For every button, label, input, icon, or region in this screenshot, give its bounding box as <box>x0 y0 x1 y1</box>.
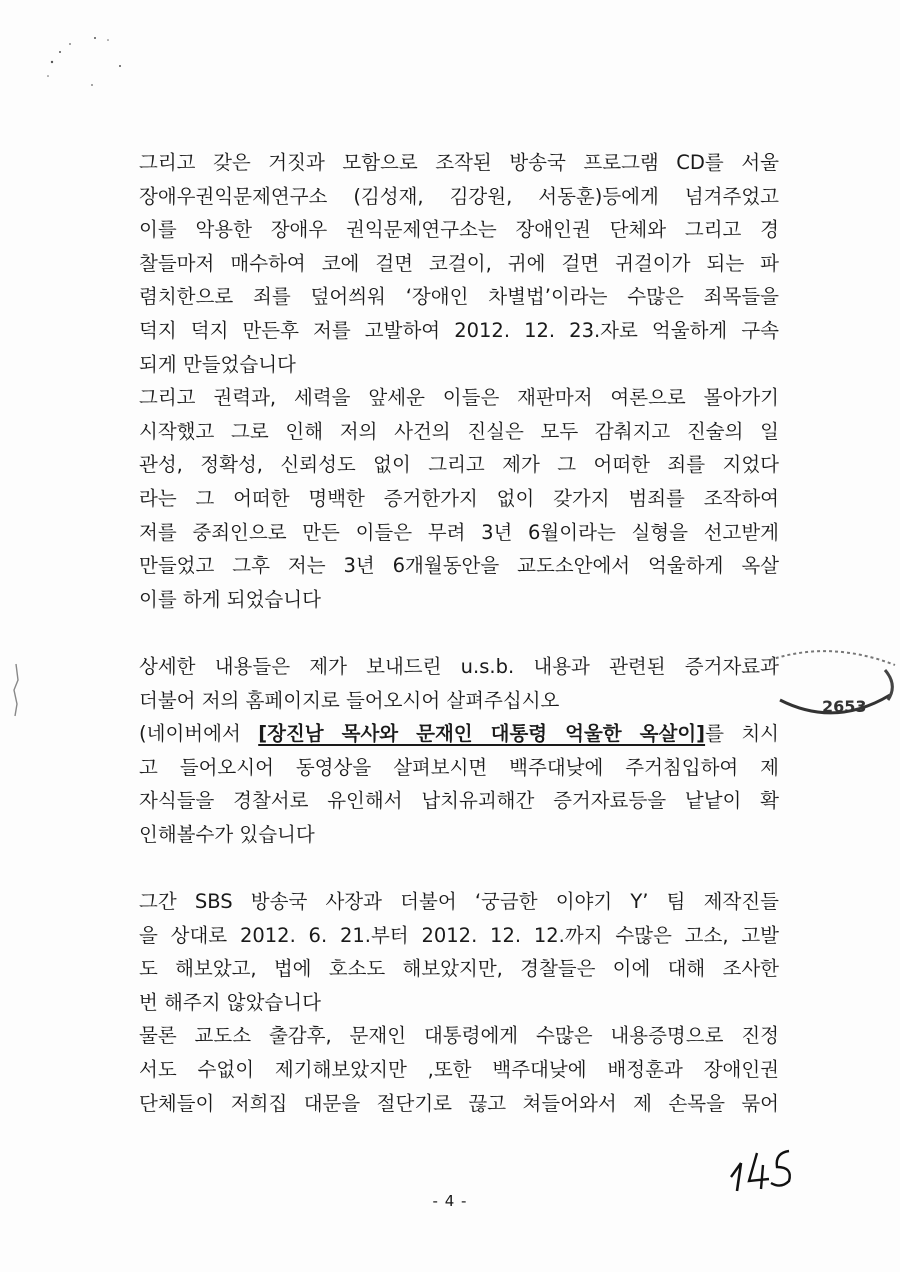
text-line: 도 해보았고, 법에 호소도 해보았지만, 경찰들은 이에 대해 조사한 <box>139 957 779 981</box>
text-line: 자식들을 경찰서로 유인해서 납치유괴해간 증거자료등을 낱낱이 확 <box>139 789 779 813</box>
text-line: 만들었고 그후 저는 3년 6개월동안을 교도소안에서 억울하게 옥살 <box>139 554 779 578</box>
text-line: 찰들마저 매수하여 코에 걸면 코걸이, 귀에 걸면 귀걸이가 되는 파 <box>139 251 779 275</box>
text-line: 그리고 권력과, 세력을 앞세운 이들은 재판마저 여론으로 몰아가기 <box>139 386 779 410</box>
text-line: 고 들어오시어 동영상을 살펴보시면 백주대낮에 주거침입하여 제 <box>139 755 779 779</box>
text-line-prefix: (네이버에서 <box>139 722 259 746</box>
text-line: 이를 하게 되었습니다 <box>139 587 321 611</box>
text-line: 장애우권익문제연구소 (김성재, 김강원, 서동훈)등에게 넘겨주었고 <box>139 184 779 208</box>
text-line: 번 해주지 않았습니다 <box>139 990 321 1014</box>
text-line <box>139 717 779 751</box>
text-line-suffix: 를 치시 <box>705 722 779 746</box>
text-line: 관성, 정확성, 신뢰성도 없이 그리고 제가 그 어떠한 죄를 지었다 <box>139 453 779 477</box>
text-line: 단체들이 저희집 대문을 절단기로 끊고 쳐들어와서 제 손목을 묶어 <box>139 1091 779 1115</box>
search-keyword-highlight: [장진남 목사와 문재인 대통령 억울한 옥살이] <box>258 722 706 746</box>
handwritten-note <box>727 1145 807 1195</box>
stamp-number: 2653 <box>822 697 867 716</box>
receipt-stamp <box>760 640 900 730</box>
paragraph-gap <box>139 851 779 885</box>
text-line: 시작했고 그로 인해 저의 사건의 진실은 모두 감춰지고 진술의 일 <box>139 419 779 443</box>
text-line: 서도 수없이 제기해보았지만 ,또한 백주대낮에 배정훈과 장애인권 <box>139 1058 779 1082</box>
text-line: 그리고 갖은 거짓과 모함으로 조작된 방송국 프로그램 CD를 서울 <box>139 151 779 174</box>
text-line: 이를 악용한 장애우 권익문제연구소는 장애인권 단체와 그리고 경 <box>139 218 779 242</box>
text-line: 렴치한으로 죄를 덮어씌워 ‘장애인 차별법’이라는 수많은 죄목들을 <box>139 285 779 309</box>
text-line: 물론 교도소 출감후, 문재인 대통령에게 수많은 내용증명으로 진정 <box>139 1024 779 1048</box>
text-line: 상세한 내용들은 제가 보내드린 u.s.b. 내용과 관련된 증거자료과 <box>139 654 779 678</box>
scan-specks <box>40 30 140 100</box>
text-line: 을 상대로 2012. 6. 21.부터 2012. 12. 12.까지 수많은 고소, 고발 <box>139 923 779 947</box>
text-line: 덕지 덕지 만든후 저를 고발하여 2012. 12. 23.자로 억울하게 구속 <box>139 318 779 342</box>
letter-body <box>139 146 779 1120</box>
scan-edge-mark <box>6 660 26 720</box>
text-line: 인해볼수가 있습니다 <box>139 822 315 846</box>
text-line: 그간 SBS 방송국 사장과 더불어 ‘궁금한 이야기 Y’ 팀 제작진들 <box>139 890 779 914</box>
text-line: 되게 만들었습니다 <box>139 352 296 376</box>
page-number: - 4 - <box>432 1192 468 1210</box>
text-line: 라는 그 어떠한 명백한 증거한가지 없이 갖가지 범죄를 조작하여 <box>139 486 779 510</box>
paragraph-gap <box>139 616 779 650</box>
text-line: 저를 중죄인으로 만든 이들은 무려 3년 6월이라는 실형을 선고받게 <box>139 520 779 544</box>
text-line: 더불어 저의 홈페이지로 들어오시어 살펴주십시오 <box>139 688 560 712</box>
